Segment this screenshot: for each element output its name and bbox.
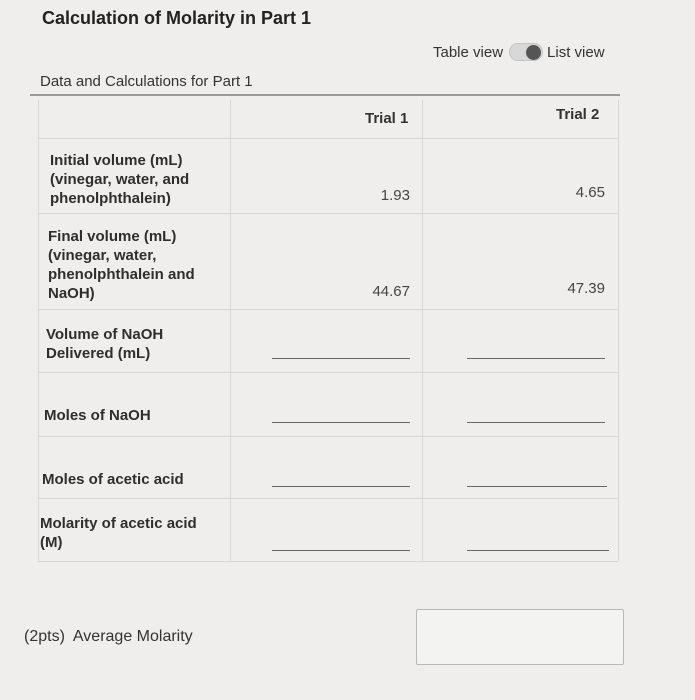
cell-initial-volume-trial-1: 1.93 [380, 187, 410, 204]
section-title: Data and Calculations for Part 1 [40, 73, 253, 90]
input-moles-acetic-acid-trial-1[interactable] [272, 486, 410, 487]
average-molarity-input[interactable] [416, 609, 624, 665]
header-trial-2: Trial 2 [556, 106, 600, 123]
row-label-final-volume: Final volume (mL) (vinegar, water, phenolphthalein and NaOH) [48, 228, 195, 302]
cell-initial-volume-trial-2: 4.65 [575, 184, 605, 201]
view-toggle-switch[interactable] [509, 43, 543, 61]
table-border-left [38, 100, 39, 561]
cell-final-volume-trial-1: 44.67 [372, 283, 410, 300]
row-label-initial-volume: Initial volume (mL) (vinegar, water, and phenolphthalein) [50, 152, 190, 207]
table-divider-col2 [422, 100, 423, 561]
input-moles-naoh-trial-1[interactable] [272, 422, 410, 423]
table-row-divider [38, 138, 618, 139]
row-label-moles-acetic-acid: Moles of acetic acid [42, 471, 184, 488]
input-volume-naoh-trial-1[interactable] [272, 358, 410, 359]
table-row-divider [38, 436, 618, 437]
table-row-divider [38, 309, 618, 310]
row-label-volume-naoh: Volume of NaOH Delivered (mL) [46, 326, 164, 362]
input-molarity-trial-2[interactable] [467, 550, 609, 551]
input-volume-naoh-trial-2[interactable] [467, 358, 605, 359]
input-moles-acetic-acid-trial-2[interactable] [467, 486, 607, 487]
row-label-moles-naoh: Moles of NaOH [44, 407, 151, 424]
row-label-molarity-acetic-acid: Molarity of acetic acid (M) [40, 515, 197, 551]
view-toggle[interactable] [433, 43, 605, 61]
section-divider [30, 94, 620, 96]
cell-final-volume-trial-2: 47.39 [567, 280, 605, 297]
table-border-right [618, 100, 619, 561]
average-molarity-label: (2pts) Average Molarity [24, 628, 193, 645]
table-row-divider [38, 498, 618, 499]
toggle-knob [526, 45, 541, 60]
table-row-divider [38, 213, 618, 214]
table-row-divider [38, 372, 618, 373]
table-border-bottom [38, 561, 618, 562]
header-trial-1: Trial 1 [365, 110, 409, 127]
table-divider-col1 [230, 100, 231, 561]
table-view-label: Table view [433, 43, 504, 61]
page-title: Calculation of Molarity in Part 1 [42, 8, 312, 28]
input-molarity-trial-1[interactable] [272, 550, 410, 551]
list-view-label: List view [547, 43, 605, 61]
input-moles-naoh-trial-2[interactable] [467, 422, 605, 423]
